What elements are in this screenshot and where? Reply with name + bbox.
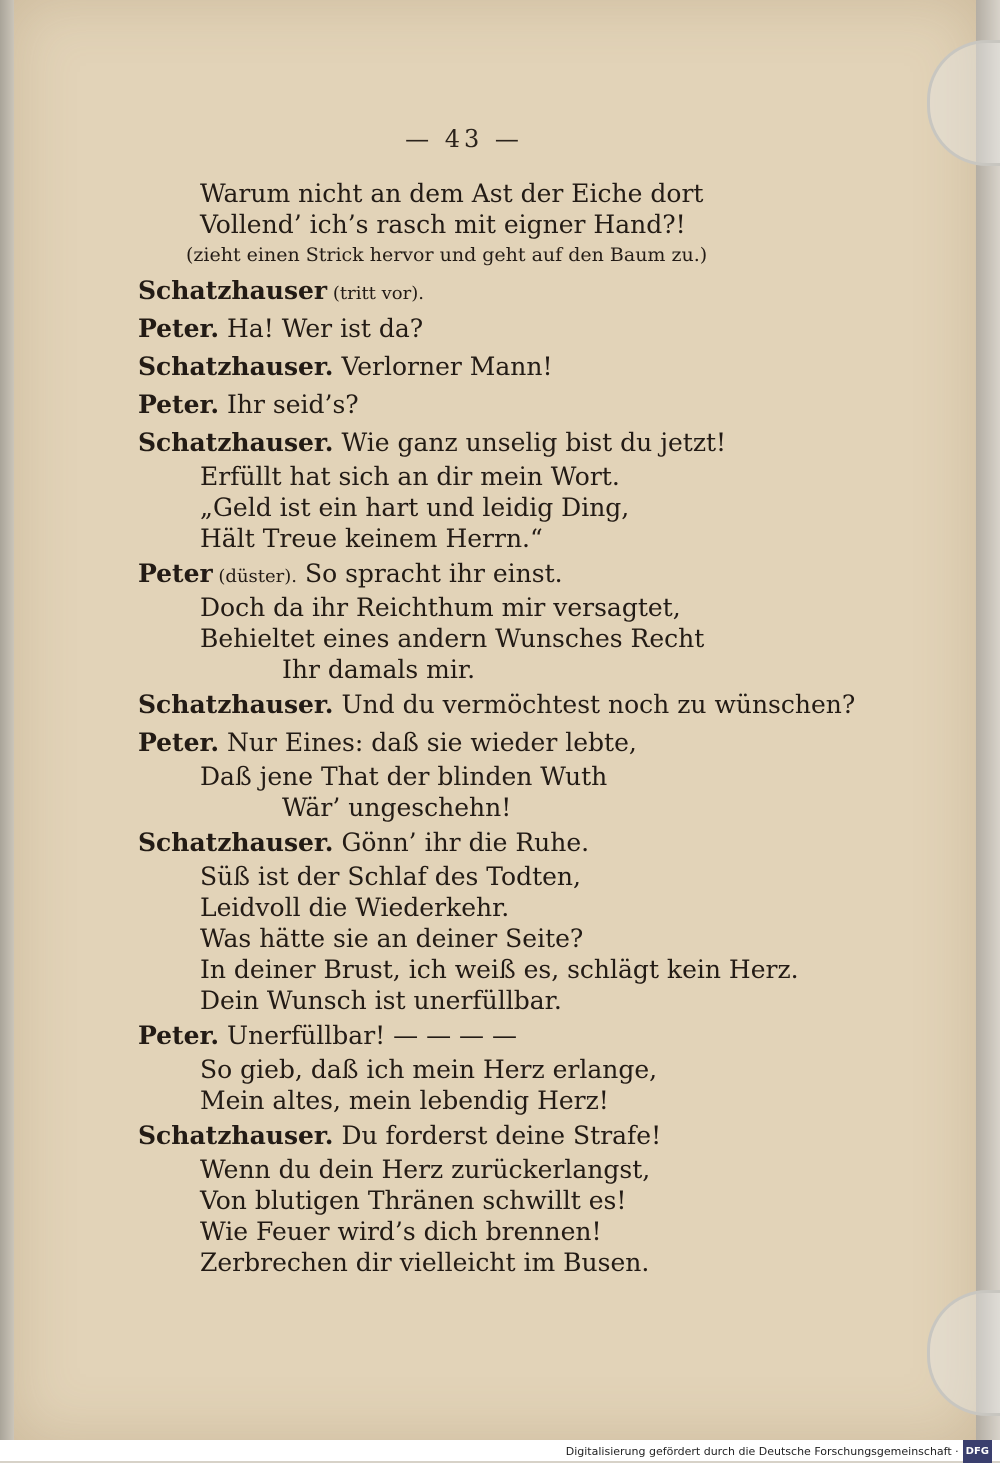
- speech-text: Unerfüllbar! — — — —: [219, 1021, 517, 1050]
- speaker-line: [138, 275, 838, 309]
- speaker-name: Peter.: [138, 314, 220, 343]
- verse-line: Vollend’ ich’s rasch mit eigner Hand?!: [200, 210, 686, 239]
- speech-text: Wie ganz unselig bist du jetzt!: [333, 428, 727, 457]
- speaker-direction: (tritt vor).: [327, 283, 424, 304]
- speaker-name: Schatzhauser: [138, 276, 328, 305]
- page-number: — 43 —: [405, 125, 523, 153]
- verse-line: „Geld ist ein hart und leidig Ding,: [200, 493, 630, 522]
- speech-text: So spracht ihr einst.: [297, 559, 563, 588]
- verse-line: Ihr damals mir.: [282, 655, 476, 684]
- speech-text: Du forderst deine Strafe!: [333, 1121, 662, 1150]
- verse-line: In deiner Brust, ich weiß es, schlägt kein Herz.: [200, 955, 799, 984]
- verse-line: Wie Feuer wird’s dich brennen!: [200, 1217, 602, 1246]
- speaker-line: [138, 827, 838, 861]
- speaker-direction: (düster).: [212, 566, 298, 587]
- speaker-name: Schatzhauser.: [138, 1121, 334, 1150]
- speaker-line: [138, 1020, 838, 1054]
- verse-line: Von blutigen Thränen schwillt es!: [200, 1186, 627, 1215]
- speaker-name: Peter.: [138, 728, 220, 757]
- footer-credit: Digitalisierung gefördert durch die Deutsche Forschungsgemeinschaft ·: [565, 1445, 959, 1458]
- verse-line: Behieltet eines andern Wunsches Recht: [200, 624, 705, 653]
- verse-line: Doch da ihr Reichthum mir versagtet,: [200, 593, 681, 622]
- verse-line: Mein altes, mein lebendig Herz!: [200, 1086, 609, 1115]
- verse-line: Hält Treue keinem Herrn.“: [200, 524, 543, 553]
- speaker-line: [138, 351, 838, 385]
- speech-text: Gönn’ ihr die Ruhe.: [333, 828, 590, 857]
- speaker-line: [138, 727, 838, 761]
- speaker-name: Peter.: [138, 390, 220, 419]
- speech-text: Und du vermöchtest noch zu wünschen?: [333, 690, 856, 719]
- book-page: [14, 0, 976, 1440]
- speech-text: Verlorner Mann!: [333, 352, 553, 381]
- speaker-line: [138, 689, 856, 723]
- speech-text: Ha! Wer ist da?: [219, 314, 424, 343]
- verse-line: So gieb, daß ich mein Herz erlange,: [200, 1055, 658, 1084]
- verse-line: Zerbrechen dir vielleicht im Busen.: [200, 1248, 650, 1277]
- speaker-name: Schatzhauser.: [138, 352, 334, 381]
- stage-direction: (zieht einen Strick hervor und geht auf den Baum zu.): [186, 244, 708, 266]
- digitization-footer: [0, 1440, 1000, 1461]
- verse-line: Wär’ ungeschehn!: [282, 793, 512, 822]
- verse-line: Warum nicht an dem Ast der Eiche dort: [200, 179, 704, 208]
- speaker-line: [138, 313, 838, 347]
- speech-text: Nur Eines: daß sie wieder lebte,: [219, 728, 637, 757]
- page-edge: [976, 0, 1000, 1440]
- verse-line: Erfüllt hat sich an dir mein Wort.: [200, 462, 620, 491]
- speaker-name: Schatzhauser.: [138, 690, 334, 719]
- verse-line: Süß ist der Schlaf des Todten,: [200, 862, 581, 891]
- dfg-logo: DFG: [963, 1440, 992, 1463]
- play-text: [138, 178, 856, 1278]
- verse-line: Daß jene That der blinden Wuth: [200, 762, 608, 791]
- verse-line: Dein Wunsch ist unerfüllbar.: [200, 986, 562, 1015]
- speaker-name: Peter.: [138, 1021, 220, 1050]
- speaker-name: Peter: [138, 559, 213, 588]
- speaker-line: [138, 427, 838, 461]
- speaker-line: [138, 389, 838, 423]
- speaker-line: [138, 558, 838, 592]
- speaker-name: Schatzhauser.: [138, 828, 334, 857]
- verse-line: Leidvoll die Wiederkehr.: [200, 893, 510, 922]
- speech-text: Ihr seid’s?: [219, 390, 359, 419]
- speaker-name: Schatzhauser.: [138, 428, 334, 457]
- speaker-line: [138, 1120, 838, 1154]
- verse-line: Was hätte sie an deiner Seite?: [200, 924, 584, 953]
- verse-line: Wenn du dein Herz zurückerlangst,: [200, 1155, 651, 1184]
